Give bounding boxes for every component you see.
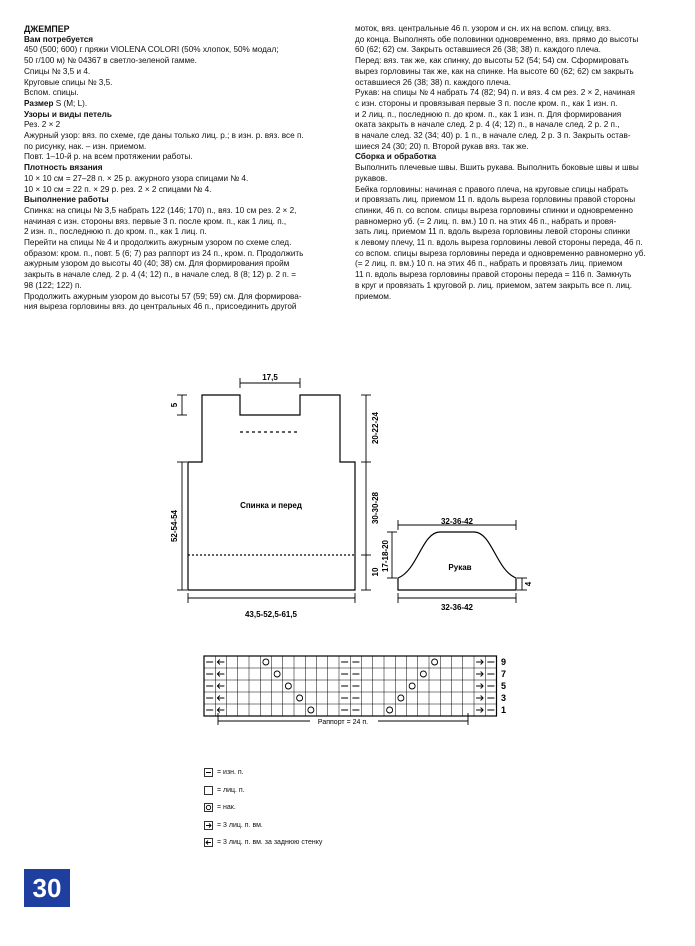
text-line: спинки, 46 п. со вспом. спицы выреза горловины спинки и одновременно <box>355 205 633 215</box>
purl-symbol-icon <box>204 768 213 777</box>
sleeve-cap-height-label: 17-18-20 <box>381 539 390 573</box>
text-line: рукавов. <box>355 173 388 183</box>
text-line: и провязать лиц. приемом 11 п. вдоль выреза горловины правой стороны <box>355 195 636 205</box>
chart-yarn-over-symbol <box>308 707 314 713</box>
text-line: с изн. стороны и провязывая первые 3 п. после кром. п., как 1 изн. п. <box>355 98 618 108</box>
text-line: до конца. Выполнять обе половинки одновременно, вяз. прямо до высоты <box>355 34 639 44</box>
text-line: со вспом. спицы выреза горловины переда и одновременно равномерно уб. <box>355 248 646 258</box>
chart-yarn-over-symbol <box>387 707 393 713</box>
work-line: Спинка: на спицы № 3,5 набрать 122 (146; 170) п., вяз. 10 см рез. 2 × 2, <box>24 205 297 215</box>
assembly-heading: Сборка и обработка <box>355 152 437 162</box>
patterns-line: Рез. 2 × 2 <box>24 120 61 130</box>
text-line: приемом. <box>355 291 392 301</box>
chart-k3tog-back-symbol <box>217 708 224 713</box>
work-line: 98 (122; 122) п. <box>24 280 82 290</box>
sleeve-cuff-height-label: 4 <box>524 581 533 587</box>
work-line: образом: кром. п., повт. 5 (6; 7) раз раппорт из 24 п., кром. п. Продолжить <box>24 248 304 258</box>
body-width-label: 43,5-52,5-61,5 <box>244 610 298 619</box>
text-line: Рукав: на спицы № 4 набрать 74 (82; 94) п. и вяз. 4 см рез. 2 × 2, начиная <box>355 88 635 98</box>
chart-row-numbers <box>501 657 506 715</box>
chart-yarn-over-symbol <box>420 671 426 677</box>
legend-text: = изн. п. <box>217 769 244 776</box>
patterns-heading: Узоры и виды петель <box>24 109 112 119</box>
text-line: (= 2 лиц. п. вм.) 10 п. на этих 46 п., набрать и провязать лиц. приемом <box>355 259 623 269</box>
text-line: Выполнить плечевые швы. Вшить рукава. Выполнить боковые швы и швы <box>355 163 639 173</box>
chart-yarn-over-symbol <box>409 683 415 689</box>
sleeve-bottom-width-label: 32-36-42 <box>440 603 474 612</box>
size-value: S (M; L). <box>53 98 88 108</box>
k3tog-right-symbol-icon <box>204 821 213 830</box>
article-title: ДЖЕМПЕР <box>24 24 70 34</box>
chart-yarn-over-symbol <box>274 671 280 677</box>
knitting-chart <box>204 656 497 716</box>
chart-yarn-over-symbol <box>285 683 291 689</box>
armhole-height-label: 20-22-24 <box>371 411 380 445</box>
patterns-line: по рисунку, нак. – изн. приемом. <box>24 141 147 151</box>
text-line: шиеся 24 (30; 20) п. Второй рукав вяз. так же. <box>355 141 529 151</box>
chart-yarn-over-symbol <box>432 659 438 665</box>
body-schematic <box>188 395 355 590</box>
row-number: 1 <box>501 705 507 715</box>
text-line: и 2 лиц. п., последнюю п. до кром. п., как 1 изн. п. Для формирования <box>355 109 622 119</box>
sleeve-schematic <box>398 532 516 590</box>
materials-line: Круговые спицы № 3,5. <box>24 77 113 87</box>
materials-heading: Вам потребуется <box>24 34 94 44</box>
chart-k3tog-back-symbol <box>217 660 224 665</box>
row-number: 7 <box>501 669 507 679</box>
text-line: Бейка горловины: начиная с правого плеча, на круговые спицы набрать <box>355 184 629 194</box>
chart-yarn-over-symbol <box>263 659 269 665</box>
side-height-label: 30-30-28 <box>371 491 380 525</box>
body-dimension-lines <box>177 378 371 603</box>
text-line: 11 п. вдоль выреза горловины правой стороны переда = 116 п. Замкнуть <box>355 270 632 280</box>
yarn-over-symbol-icon <box>204 803 213 812</box>
text-line: в круг и провязать 1 круговой р. лиц. приемом, затем закрыть все п. лиц. <box>355 280 633 290</box>
materials-line: 450 (500; 600) г пряжи VIOLENA COLORI (50% хлопок, 50% модал; <box>24 45 279 55</box>
materials-line: 50 г/100 м) № 04367 в светло-зеленой гамме. <box>24 56 197 66</box>
gauge-line: 10 × 10 см = 27–28 п. × 25 р. ажурного узора спицами № 4. <box>24 173 249 183</box>
shoulder-drop-label: 5 <box>170 402 179 408</box>
work-line: ния выреза горловины вяз. до центральных 46 п., присоединить другой <box>24 302 297 312</box>
size-label: Размер <box>24 98 54 108</box>
patterns-line: Повт. 1–10-й р. на всем протяжении работы. <box>24 152 193 162</box>
gauge-heading: Плотность вязания <box>24 163 103 173</box>
chart-k3tog-right-symbol <box>476 660 483 665</box>
text-line: Перед: вяз. так же, как спинку, до высоты 52 (54; 54) см. Сформировать <box>355 56 629 66</box>
chart-k3tog-right-symbol <box>476 696 483 701</box>
text-line: 60 (62; 62) см. Закрыть оставшиеся 26 (38; 38) п. каждого плеча. <box>355 45 601 55</box>
knit-symbol-icon <box>204 786 213 795</box>
legend-text: = нак. <box>217 804 236 811</box>
chart-yarn-over-symbol <box>398 695 404 701</box>
legend-text: = 3 лиц. п. вм. <box>217 821 263 829</box>
work-line: 2 изн. п., последнюю п. до кром. п., как 1 лиц. п. <box>24 227 207 237</box>
chart-k3tog-back-symbol <box>217 672 224 677</box>
text-line: оставшиеся 26 (38; 38) п. каждого плеча. <box>355 77 511 87</box>
sleeve-piece-label: Рукав <box>448 563 472 572</box>
chart-k3tog-right-symbol <box>476 672 483 677</box>
chart-k3tog-right-symbol <box>476 708 483 713</box>
work-heading: Выполнение работы <box>24 195 109 205</box>
row-number: 3 <box>501 693 507 703</box>
text-line: к левому плечу, 11 п. вдоль выреза горловины левой стороны переда, 46 п. <box>355 238 643 248</box>
neck-width-label: 17,5 <box>262 373 278 382</box>
body-piece-label: Спинка и перед <box>240 501 302 510</box>
chart-k3tog-back-symbol <box>217 696 224 701</box>
gauge-line: 10 × 10 см = 22 п. × 29 р. рез. 2 × 2 спицами № 4. <box>24 184 212 194</box>
text-line: вырез горловины так же, как на спинке. На высоте 60 (62; 62) см закрыть <box>355 66 634 76</box>
work-line: закрыть в начале след. 2 р. 4 (4; 12) п., в начале след. 8 (8; 12) р. 2 п. = <box>24 270 297 280</box>
work-line: Продолжить ажурным узором до высоты 57 (59; 59) см. Для формирова- <box>24 291 302 301</box>
chart-k3tog-right-symbol <box>476 684 483 689</box>
text-line: равномерно уб. (= 2 лиц. п. вм.) 10 п. на этих 46 п., набрать и провя- <box>355 216 617 226</box>
sleeve-top-width-label: 32-36-42 <box>440 517 474 526</box>
page-number: 30 <box>24 869 70 907</box>
row-number: 9 <box>501 657 507 667</box>
materials-line: Вспом. спицы. <box>24 88 79 98</box>
text-line: моток, вяз. центральные 46 п. узором и сн. их на вспом. спицу, вяз. <box>355 24 611 33</box>
legend-text: = 3 лиц. п. вм. за заднюю стенку <box>217 839 323 846</box>
total-height-label: 52-54-54 <box>170 509 179 543</box>
row-number: 5 <box>501 681 507 691</box>
work-line: Перейти на спицы № 4 и продолжить ажурным узором по схеме след. <box>24 238 292 248</box>
text-line: оката закрыть в начале след. 2 р. 4 (4; 12) п., в начале след. 2 р. 2 п., <box>355 120 620 130</box>
rib-height-label: 10 <box>371 567 380 577</box>
work-line: ажурным узором до высоты 40 (40; 38) см. Для формирования пройм <box>24 259 290 269</box>
patterns-line: Ажурный узор: вяз. по схеме, где даны только лиц. р.; в изн. р. вяз. все п. <box>24 131 304 141</box>
work-line: начиная с изн. стороны вяз. первые 3 п. после кром. п., как 1 лиц. п., <box>24 216 287 226</box>
text-line: зать лиц. приемом 11 п. вдоль выреза горловины левой стороны спинки <box>355 227 630 237</box>
materials-line: Спицы № 3,5 и 4. <box>24 66 91 76</box>
chart-k3tog-back-symbol <box>217 684 224 689</box>
repeat-label: Раппорт = 24 п. <box>317 719 369 726</box>
legend-text: = лиц. п. <box>217 786 245 794</box>
text-line: в начале след. 32 (34; 40) р. 1 п., в начале след. 2 р. 3 п. Закрыть остав- <box>355 131 631 141</box>
chart-yarn-over-symbol <box>297 695 303 701</box>
k3tog-back-symbol-icon <box>204 838 213 847</box>
